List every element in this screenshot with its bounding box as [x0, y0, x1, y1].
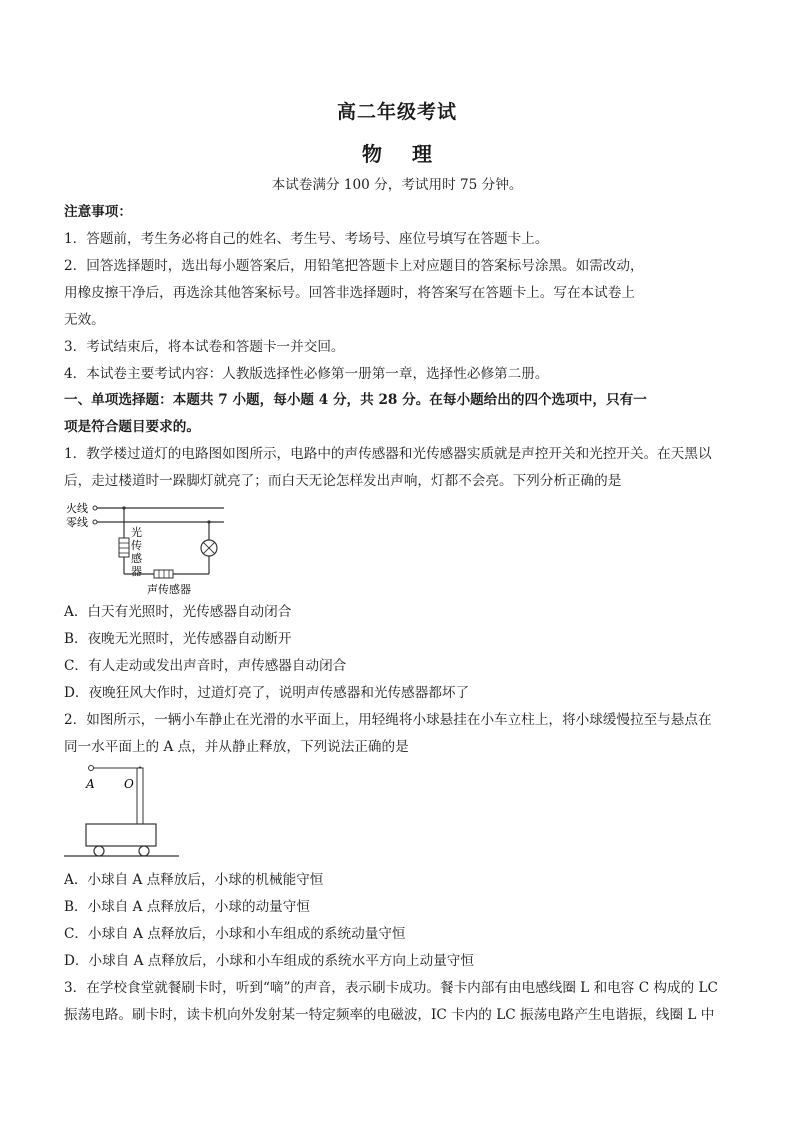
ball-icon [89, 766, 94, 771]
note-item-3: 3．考试结束后，将本试卷和答题卡一并交回。 [64, 339, 345, 355]
cart-wheel [94, 846, 104, 856]
neutral-wire-terminal [93, 520, 97, 524]
notes-heading: 注意事项： [64, 204, 132, 220]
q2-option-c: C．小球自 A 点释放后，小球和小车组成的系统动量守恒 [64, 926, 406, 942]
q2-option-a: A．小球自 A 点释放后，小球的机械能守恒 [64, 872, 324, 888]
light-sensor-char: 传 [131, 539, 142, 552]
exam-title: 高二年级考试 [336, 101, 457, 123]
q3-stem-line-1: 3．在学校食堂就餐刷卡时，听到“嘀”的声音，表示刷卡成功。餐卡内部有由电感线圈 L 和电容 C 构成的 LC [64, 980, 718, 996]
note-item-2-line-2: 用橡皮擦干净后，再选涂其他答案标号。回答非选择题时，将答案写在答题卡上。写在本试卷上 [64, 285, 635, 301]
note-item-1: 1．答题前，考生务必将自己的姓名、考生号、考场号、座位号填写在答题卡上。 [64, 231, 549, 247]
q1-stem-line-1: 1．教学楼过道灯的电路图如图所示，电路中的声传感器和光传感器实质就是声控开关和光控开关。在天黑以 [64, 446, 712, 462]
sound-sensor-body [154, 570, 173, 578]
cart-post [137, 768, 143, 824]
section-heading-line-2: 项是符合题目要求的。 [64, 419, 200, 435]
cart-wheel [139, 846, 149, 856]
cart-body [86, 824, 156, 846]
q3-stem-line-2: 振荡电路。刷卡时，读卡机向外发射某一特定频率的电磁波，IC 卡内的 LC 振荡电路产生电谐振，线圈 L 中 [64, 1007, 715, 1023]
light-sensor-body [119, 538, 129, 557]
neutral-wire-junction [207, 520, 210, 523]
live-wire-label: 火线 [66, 502, 88, 515]
light-sensor-char: 光 [131, 526, 142, 539]
q2-option-d: D．小球自 A 点释放后，小球和小车组成的系统水平方向上动量守恒 [64, 953, 474, 969]
section-heading-line-1: 一、单项选择题：本题共 7 小题，每小题 4 分，共 28 分。在每小题给出的四个选项中，只有一 [64, 392, 647, 408]
q1-option-a: A．白天有光照时，光传感器自动闭合 [64, 604, 292, 620]
neutral-wire-label: 零线 [66, 516, 88, 529]
light-sensor-char: 感 [131, 552, 142, 565]
note-item-2-line-1: 2．回答选择题时，选出每小题答案后，用铅笔把答题卡上对应题目的答案标号涂黑。如需改动， [64, 258, 644, 274]
q1-option-d: D．夜晚狂风大作时，过道灯亮了，说明声传感器和光传感器都坏了 [64, 685, 470, 701]
light-sensor-char: 器 [131, 565, 142, 578]
note-item-4: 4．本试卷主要考试内容：人教版选择性必修第一册第一章，选择性必修第二册。 [64, 366, 549, 382]
exam-info: 本试卷满分 100 分，考试用时 75 分钟。 [271, 177, 523, 193]
q2-stem-line-1: 2．如图所示，一辆小车静止在光滑的水平面上，用轻绳将小球悬挂在小车立柱上，将小球缓慢拉至与悬点在 [64, 712, 712, 728]
q1-circuit-figure [64, 496, 234, 602]
sound-sensor-label: 声传感器 [147, 583, 191, 596]
point-o-label: O [124, 777, 134, 791]
q1-option-b: B．夜晚无光照时，光传感器自动断开 [64, 631, 292, 647]
q2-cart-figure [64, 762, 184, 866]
q1-stem-line-2: 后，走过楼道时一跺脚灯就亮了；而白天无论怎样发出声响，灯都不会亮。下列分析正确的是 [64, 473, 622, 489]
live-wire-terminal [93, 506, 97, 510]
note-item-2-line-3: 无效。 [64, 312, 105, 328]
q2-stem-line-2: 同一水平面上的 A 点，并从静止释放，下列说法正确的是 [64, 739, 409, 755]
subject-title: 物理 [362, 142, 462, 166]
point-a-label: A [86, 777, 95, 791]
q2-option-b: B．小球自 A 点释放后，小球的动量守恒 [64, 899, 310, 915]
q1-option-c: C．有人走动或发出声音时，声传感器自动闭合 [64, 658, 347, 674]
